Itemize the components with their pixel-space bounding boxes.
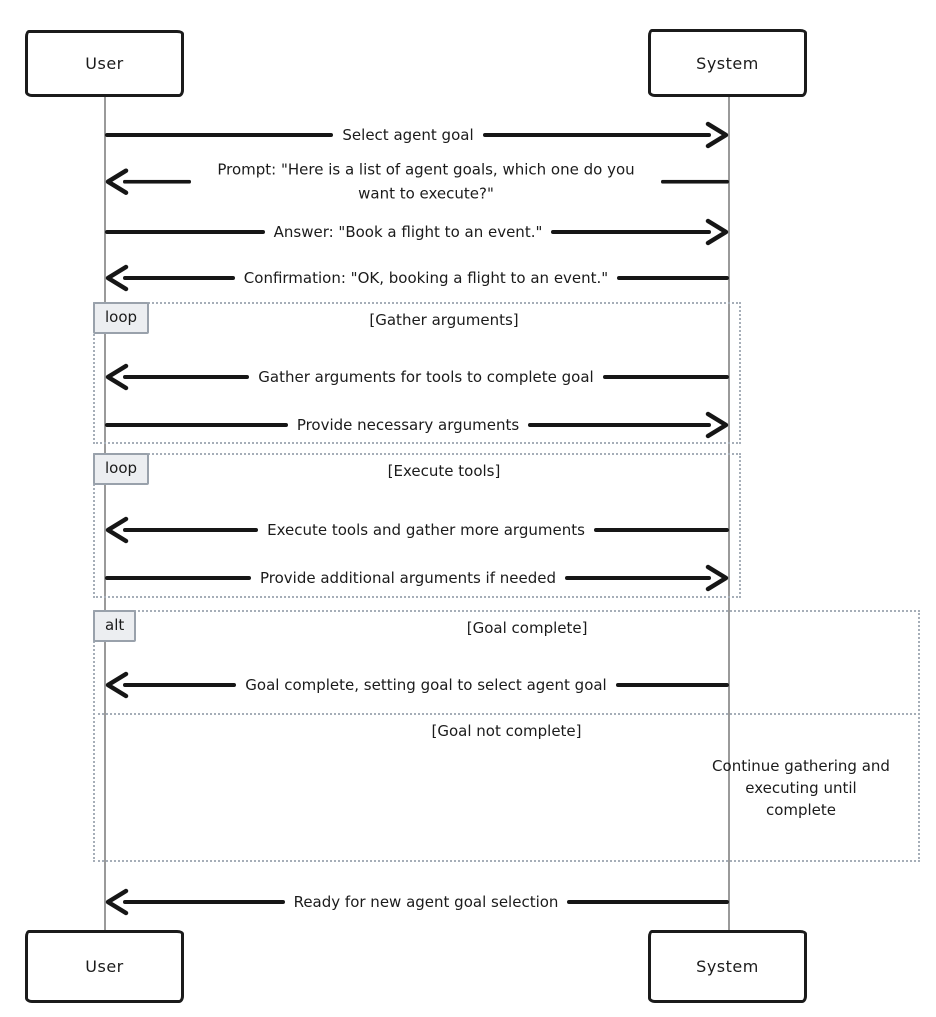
message-line (565, 576, 711, 580)
alt-keyword-badge: alt (93, 610, 136, 642)
message-prompt-agent-goals (105, 158, 729, 207)
message-line (123, 375, 249, 379)
message-label: Ready for new agent goal selection (285, 890, 568, 914)
loop-frame-header (95, 455, 739, 485)
message-confirmation-booking (105, 263, 729, 293)
actor-user-bottom (25, 930, 184, 1003)
arrowhead-right-icon (705, 563, 729, 593)
message-line (551, 230, 711, 234)
message-line (567, 900, 729, 904)
message-line (617, 276, 729, 280)
message-label: Provide necessary arguments (288, 413, 528, 437)
message-gather-arguments (105, 362, 729, 392)
loop-frame-title: [Gather arguments] (369, 311, 519, 329)
message-line (483, 133, 711, 137)
message-line (661, 180, 729, 184)
message-line (594, 528, 729, 532)
message-line (123, 683, 236, 687)
message-line (528, 423, 711, 427)
actor-system-top (648, 29, 807, 97)
message-label: Goal complete, setting goal to select agent goal (236, 673, 615, 697)
note-continue-gathering: Continue gathering and executing until complete (712, 757, 890, 820)
message-label: Select agent goal (333, 123, 482, 147)
message-goal-complete (105, 670, 729, 700)
message-line (616, 683, 729, 687)
arrowhead-right-icon (705, 410, 729, 440)
message-line (603, 375, 729, 379)
actor-user-top (25, 30, 184, 97)
message-line (123, 276, 235, 280)
loop-keyword-badge: loop (93, 453, 149, 485)
message-line (105, 576, 251, 580)
alt-frame-header (95, 612, 918, 642)
message-line (123, 900, 285, 904)
message-line (105, 423, 288, 427)
alt-frame-goal-complete (93, 610, 920, 862)
message-label: Confirmation: "OK, booking a flight to an event." (235, 266, 617, 290)
message-line (123, 528, 258, 532)
message-line (105, 230, 265, 234)
actor-user-label: User (85, 957, 124, 976)
actor-system-label: System (696, 957, 759, 976)
loop-frame-header (95, 304, 739, 334)
message-provide-additional-arguments (105, 563, 729, 593)
message-line (105, 133, 333, 137)
message-ready-for-new-goal (105, 887, 729, 917)
message-line (123, 180, 191, 184)
message-label: Gather arguments for tools to complete goal (249, 365, 602, 389)
loop-keyword-badge: loop (93, 302, 149, 334)
alt-divider (93, 713, 920, 715)
loop-frame-title: [Execute tools] (387, 462, 501, 480)
message-label: Prompt: "Here is a list of agent goals, which one do you want to execute?" (191, 158, 661, 207)
message-provide-necessary-arguments (105, 410, 729, 440)
arrowhead-right-icon (705, 217, 729, 247)
message-answer-book-flight (105, 217, 729, 247)
arrowhead-right-icon (705, 120, 729, 150)
actor-user-label: User (85, 54, 124, 73)
alt-frame-title: [Goal complete] (466, 619, 588, 637)
message-label: Execute tools and gather more arguments (258, 518, 594, 542)
actor-system-bottom (648, 930, 807, 1003)
message-label: Answer: "Book a flight to an event." (265, 220, 552, 244)
actor-system-label: System (696, 53, 759, 73)
alt-else-title: [Goal not complete] (431, 722, 582, 740)
message-select-agent-goal (105, 120, 729, 150)
message-execute-tools (105, 515, 729, 545)
message-label: Provide additional arguments if needed (251, 566, 565, 590)
